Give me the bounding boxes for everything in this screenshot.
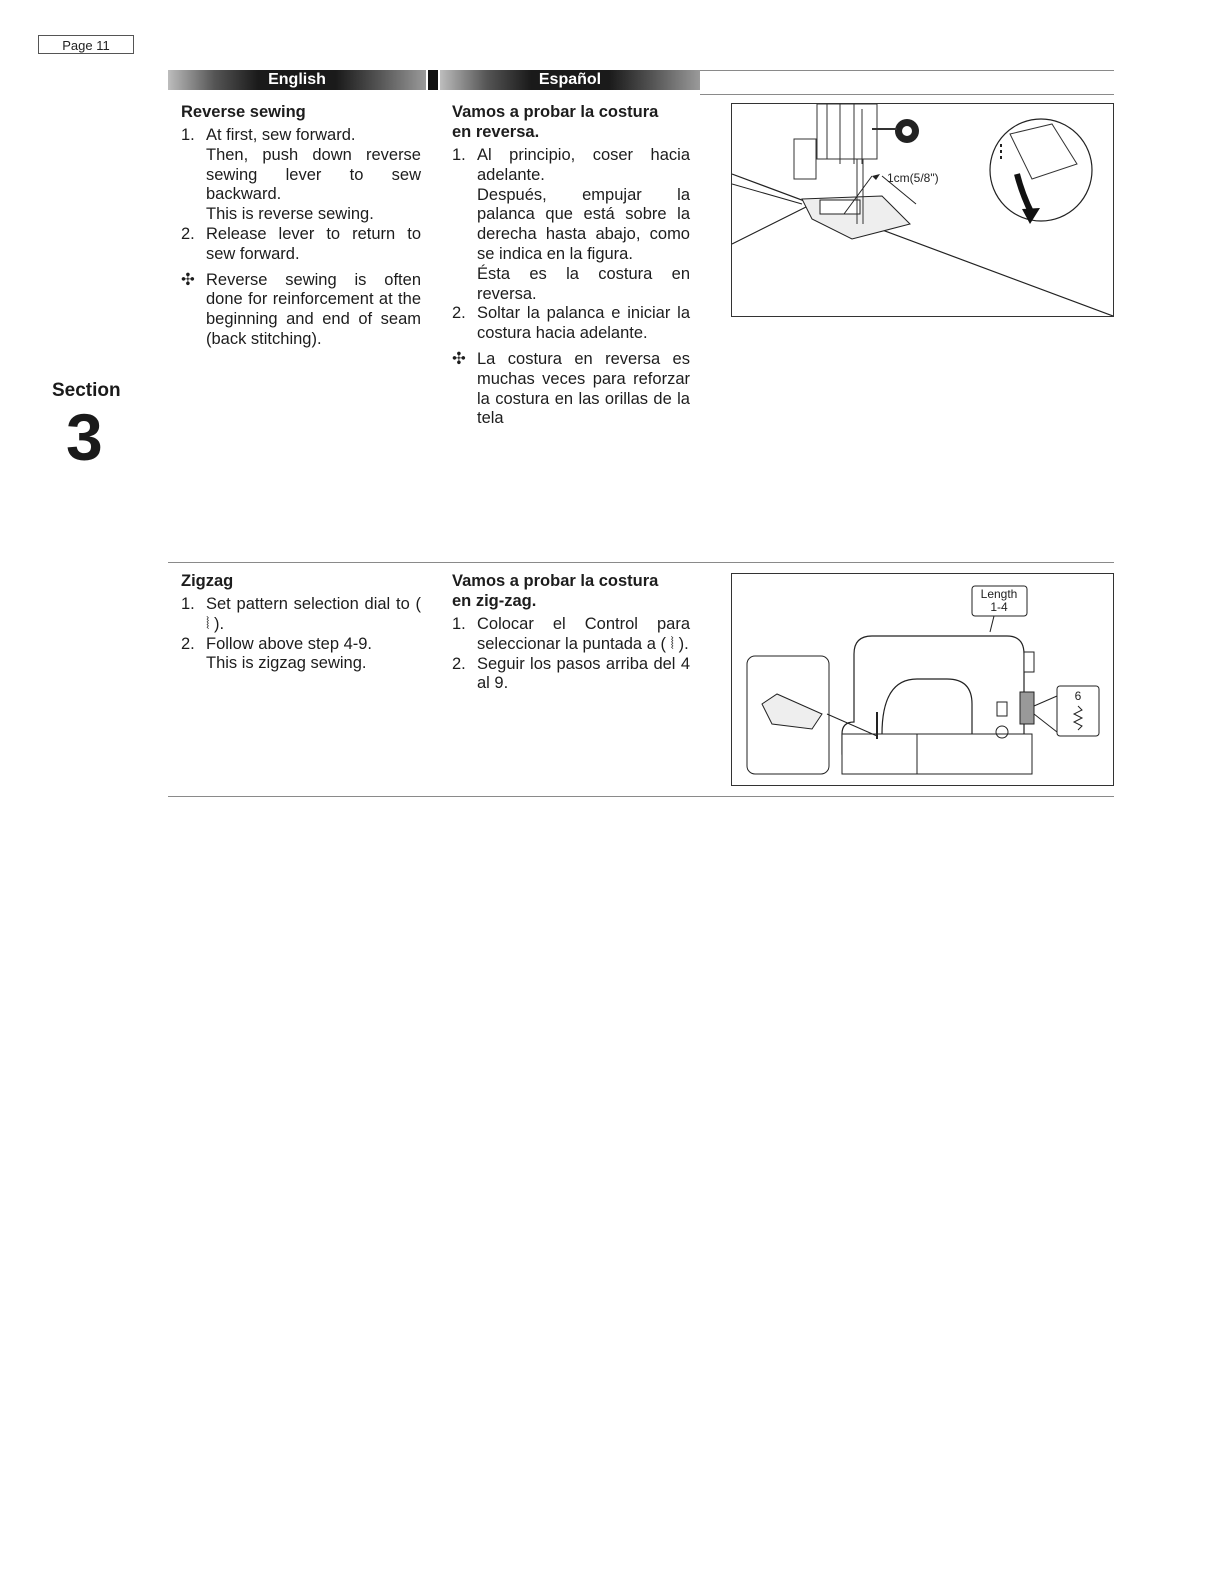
list-item: 2. Soltar la palanca e iniciar la costura hacia adelante. [452, 304, 690, 343]
list-item: 1. Set pattern selection dial to ( ⦚ ). [181, 595, 421, 633]
length-value: 1-4 [990, 600, 1008, 614]
reverse-spanish-title: Vamos a probar la costura en reversa. [452, 103, 659, 141]
note-mark-icon: ✣ [452, 349, 466, 368]
zigzag-english-column [181, 571, 421, 674]
zigzag-machine-illustration [731, 573, 1114, 786]
bottom-rule [168, 796, 1114, 797]
zigzag-spanish-title: Vamos a probar la costura en zig-zag. [452, 572, 659, 610]
list-item: 1. Al principio, coser hacia adelante. Después, empujar la palanca que está sobre la derecha hasta abajo, como se indica en la figura. Ésta es la costura en reversa. [452, 146, 690, 303]
note-item: ✣ La costura en reversa es muchas veces para reforzar la costura en las orillas de la tela [452, 349, 690, 428]
list-item: 2. Follow above step 4-9. This is zigzag sewing. [181, 634, 373, 673]
reverse-english-column [181, 102, 421, 350]
header-separator [428, 70, 438, 90]
reverse-english-title: Reverse sewing [181, 103, 306, 121]
note-item: ✣ Reverse sewing is often done for reinforcement at the beginning and end of seam (back stitching). [181, 270, 421, 348]
english-header: English [168, 70, 426, 90]
measure-label: 1cm(5/8") [887, 171, 939, 185]
reverse-sewing-illustration [731, 103, 1114, 317]
header-rule-top [700, 70, 1114, 71]
length-label: Length [980, 587, 1018, 601]
note-mark-icon: ✣ [181, 270, 195, 289]
list-item: 2. Release lever to return to sew forward. [181, 224, 421, 263]
list-item: 1. At first, sew forward. Then, push down reverse sewing lever to sew backward. This is reverse sewing. [181, 126, 421, 224]
section-number: 3 [66, 400, 103, 474]
zigzag-spanish-column [452, 571, 690, 694]
list-item: 1. Colocar el Control para seleccionar la puntada a ( ⦚ ). [452, 615, 690, 653]
section-label: Section [52, 380, 121, 401]
dial-number: 6 [1074, 689, 1082, 703]
espanol-header: Español [440, 70, 700, 90]
header-rule-bottom [700, 94, 1114, 95]
reverse-spanish-column [452, 102, 690, 429]
list-item: 2. Seguir los pasos arriba del 4 al 9. [452, 654, 690, 693]
zigzag-english-title: Zigzag [181, 572, 234, 590]
page-label: Page 11 [38, 35, 134, 54]
section-divider [168, 562, 1114, 563]
